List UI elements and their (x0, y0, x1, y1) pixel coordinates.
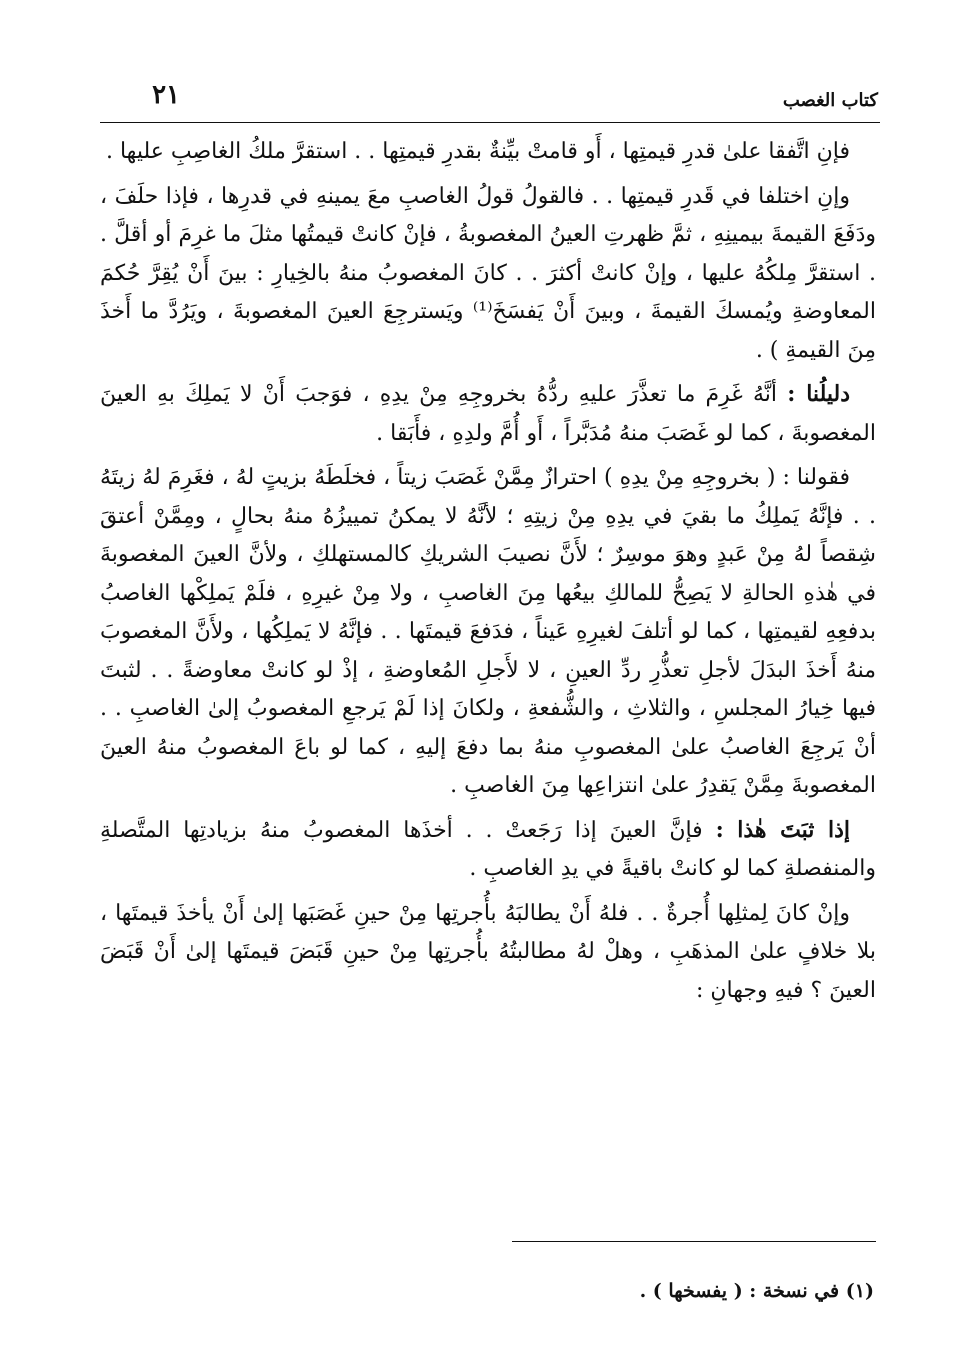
header-rule (100, 122, 880, 123)
paragraph-text: فإنِ اتَّفقا علىٰ قدرِ قيمتِها ، أَو قامتْ بيِّنةٌ بقدرِ قيمتِها . . استقرَّ ملكُ الغاصِبِ عليها . (105, 139, 850, 164)
paragraph-text: أنَّهُ غَرِمَ ما تعذَّرَ عليهِ ردُّهُ بخروجِهِ مِنْ يدِهِ ، فوَجبَ أَنْ لا يَملِكَ بهِ العينَ المغصوبةَ ، كما لو غَصَبَ منهُ مُدَبَّراً ، أَو أُمَّ ولدِهِ ، فأَبَقا . (100, 382, 876, 446)
running-title: كتاب الغصب (782, 90, 878, 111)
page-header (100, 76, 880, 122)
paragraph-lead: دليلُنا : (787, 381, 850, 407)
paragraph-text: فقولنا : ( بخروجِهِ مِنْ يدِهِ ) احترازٌ مِمَّنْ غَصَبَ زيتاً ، فخلَطَهُ بزيتٍ لهُ ، فغَرِمَ لهُ زيتَهُ . . فإنَّهُ يَملِكُ ما بقيَ في يدِهِ مِنْ زيتِهِ ؛ لأنَّهُ لا يمكنُ تمييزُهُ منهُ بحالٍ ، ومِمَّنْ أعتقَ شِقصاً لهُ مِنْ عَبدٍ وهوَ موسِرٌ ؛ لأَنَّ نصيبَ الشريكِ كالمستهلكِ ، ولأنَّ العينَ المغصوبةَ في هٰذهِ الحالةِ لا يَصِحُّ للمالكِ بيعُها مِنَ الغاصبِ ، ولا مِنْ غيرِهِ ، فلَمْ يَملِكْها الغاصبُ بدفعِهِ لقيمتِها ، كما لو أتلفَ لغيرِهِ عَيناً ، فدَفعَ قيمتَها . . فإنَّهُ لا يَملِكُها ، ولأَنَّ المغصوبَ منهُ أَخذَ البدَلَ لأجلِ تعذُّرِ ردِّ العينِ ، لا لأَجلِ المُعاوضةِ ، إذْ لو كانتْ معاوضةً . . لثبتَ فيها خِيارُ المجلسِ ، والثلاثِ ، والشُّفعةِ ، ولكانَ إذا لَمْ يَرجعِ المغصوبُ إلىٰ الغاصبِ . . أنْ يَرجِعَ الغاصبُ علىٰ المغصوبِ منهُ بما دفعَ إليهِ ، كما لو باعَ المغصوبُ منهُ العينَ المغصوبةَ مِمَّنْ يَقدِرُ علىٰ انتزاعِها مِنَ الغاصبِ . (100, 465, 876, 798)
main-text (100, 132, 876, 1015)
footnote-text: في نسخة : ( يفسخها ) . (639, 1280, 840, 1302)
footnote (640, 1280, 874, 1302)
paragraph-text: وإنْ كانَ لِمثلِها أُجرةٌ . . فلهُ أَنْ يطالبَهُ بأُجرتِها مِنْ حينِ غَصَبَها إلىٰ أَنْ يأخذَ قيمتَها ، بلا خلافٍ علىٰ المذهَبِ ، وهلْ لهُ مطالبتُهُ بأُجرتِها مِنْ حينِ قَبَضَ قيمتَها إلىٰ أَنْ قَبَضَ العينَ ؟ فيهِ وجهانِ : (100, 900, 876, 1003)
paragraph (100, 132, 876, 172)
paragraph (100, 458, 876, 806)
paragraph-text: فإنَّ العينَ إذا رَجَعتْ . . أخذَها المغصوبُ منهُ بزيادتِها المتَّصلةِ والمنفصلةِ كما لو كانتْ باقيةً في يدِ الغاصبِ . (100, 817, 876, 881)
paragraph (100, 375, 876, 453)
paragraph-lead: إذا ثبَتَ هٰذا : (715, 816, 850, 843)
paragraph-text: وإنِ اختلفا في قَدرِ قيمتِها . . فالقولُ قولُ الغاصبِ معَ يمينهِ في قدرِها ، فإذا حلَفَ ، ودَفَعَ القيمةَ بيمينِهِ ، ثمَّ ظهرتِ العينُ المغصوبةُ ، فإنْ كانتْ قيمتُها مثلَ ما غرِمَ أو أقلَّ . . استقرَّ مِلكُهُ عليها ، وإنْ كانتْ أكثرَ . . كانَ المغصوبُ منهُ بالخِيارِ : بينَ أَنْ يُقِرَّ حُكمَ المعاوضةِ ويُمسكَ القيمةَ ، وبينَ أَنْ يَفسَخَ⁽¹⁾ ويَسترجِعَ العينَ المغصوبةَ ، ويَرُدَّ ما أَخذَ مِنَ القيمةِ ) . (100, 183, 876, 363)
paragraph (100, 177, 876, 371)
paragraph (100, 811, 876, 889)
page-number: ٢١ (152, 80, 180, 110)
footnote-marker: (١) (845, 1280, 874, 1302)
paragraph (100, 894, 876, 1011)
footnote-rule (512, 1241, 876, 1242)
